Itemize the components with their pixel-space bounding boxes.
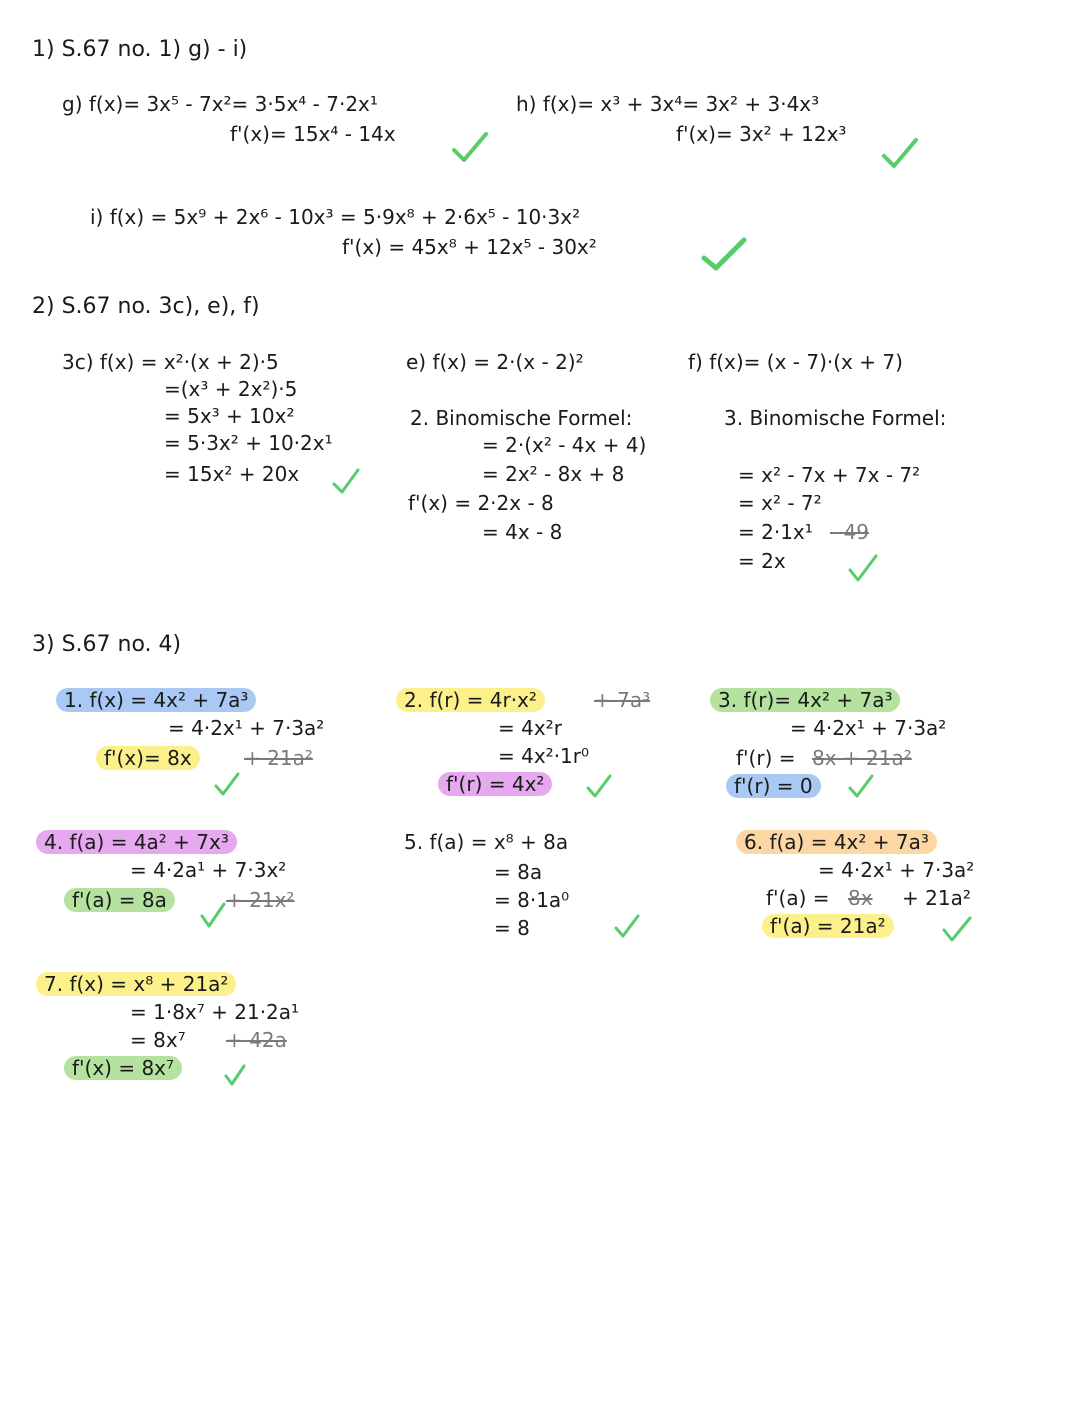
checkmark-icon — [584, 772, 614, 800]
p6-function: 6. f(a) = 4x² + 7a³ — [736, 830, 937, 854]
p1-function: 1. f(x) = 4x² + 7a³ — [56, 688, 256, 712]
f-line-crossed: - 49 — [830, 520, 870, 544]
f-rule: 3. Binomische Formel: — [724, 406, 947, 430]
p4-step: = 4·2a¹ + 7·3x² — [130, 858, 287, 882]
i-line2: f'(x) = 45x⁸ + 12x⁵ - 30x² — [342, 235, 597, 259]
c-line: 3c) f(x) = x²·(x + 2)·5 — [62, 350, 279, 374]
checkmark-icon — [330, 466, 362, 496]
p4-crossed: + 21x² — [226, 888, 295, 912]
c-line: = 5x³ + 10x² — [164, 404, 295, 428]
section3-header: 3) S.67 no. 4) — [32, 632, 182, 657]
p3-derivative: f'(r) = 0 — [726, 774, 821, 798]
p6-derivative: f'(a) = 21a² — [762, 914, 894, 938]
p7-step: = 1·8x⁷ + 21·2a¹ — [130, 1000, 300, 1024]
p5-step: = 8 — [494, 916, 530, 940]
p6-label: f'(a) = — [766, 886, 830, 910]
p2-step: = 4x²·1r⁰ — [498, 744, 590, 768]
p1-crossed: + 21a² — [244, 746, 313, 770]
p5-step: = 8a — [494, 860, 543, 884]
p6-step: = 4·2x¹ + 7·3a² — [818, 858, 975, 882]
p3-crossed: 8x + 21a² — [812, 746, 912, 770]
p3-step: = 4·2x¹ + 7·3a² — [790, 716, 947, 740]
g-line1: g) f(x)= 3x⁵ - 7x²= 3·5x⁴ - 7·2x¹ — [62, 92, 378, 116]
p5-function: 5. f(a) = x⁸ + 8a — [404, 830, 569, 854]
p4-function — [36, 830, 237, 854]
p7-function-text: 7. f(x) = x⁸ + 21a² — [36, 972, 236, 996]
c-line: = 5·3x² + 10·2x¹ — [164, 431, 333, 455]
e-line: = 4x - 8 — [482, 520, 563, 544]
section1-header: 1) S.67 no. 1) g) - i) — [32, 37, 248, 62]
p7-step: = 8x⁷ — [130, 1028, 186, 1052]
e-line: = 2·(x² - 4x + 4) — [482, 433, 647, 457]
p6-term: + 21a² — [902, 886, 971, 910]
p2-function: 2. f(r) = 4r·x² — [396, 688, 545, 712]
p2-crossed: + 7a³ — [594, 688, 651, 712]
checkmark-icon — [198, 900, 228, 930]
checkmark-icon — [880, 136, 920, 170]
h-line2: f'(x)= 3x² + 12x³ — [676, 122, 847, 146]
checkmark-icon — [846, 552, 880, 584]
e-line: f'(x) = 2·2x - 8 — [408, 491, 554, 515]
p1-step: = 4·2x¹ + 7·3a² — [168, 716, 325, 740]
f-line: = x² - 7² — [738, 491, 822, 515]
f-line: = 2·1x¹ — [738, 520, 813, 544]
f-title: f) f(x)= (x - 7)·(x + 7) — [688, 350, 903, 374]
f-line: = x² - 7x + 7x - 7² — [738, 463, 921, 487]
p4-derivative: f'(a) = 8a — [64, 888, 175, 912]
p6-crossed: 8x — [848, 886, 873, 910]
checkmark-icon — [612, 912, 642, 940]
p3-function: 3. f(r)= 4x² + 7a³ — [710, 688, 900, 712]
p4-function-text: 4. f(a) = 4a² + 7x³ — [36, 830, 237, 854]
p5-step: = 8·1a⁰ — [494, 888, 570, 912]
p2-derivative: f'(r) = 4x² — [438, 772, 552, 796]
p7-crossed: + 42a — [226, 1028, 287, 1052]
checkmark-icon — [940, 914, 974, 944]
p2-step: = 4x²r — [498, 716, 562, 740]
checkmark-icon — [700, 236, 748, 272]
f-line: = 2x — [738, 549, 786, 573]
c-line: = 15x² + 20x — [164, 462, 300, 486]
p1-derivative: f'(x)= 8x — [96, 746, 200, 770]
i-line1: i) f(x) = 5x⁹ + 2x⁶ - 10x³ = 5·9x⁸ + 2·6x⁵ - 10·3x² — [90, 205, 581, 229]
e-title: e) f(x) = 2·(x - 2)² — [406, 350, 584, 374]
checkmark-icon — [450, 130, 490, 164]
e-line: = 2x² - 8x + 8 — [482, 462, 625, 486]
g-line2: f'(x)= 15x⁴ - 14x — [230, 122, 396, 146]
checkmark-icon — [846, 772, 876, 800]
p7-function — [36, 972, 236, 996]
checkmark-icon — [212, 770, 242, 798]
p7-derivative: f'(x) = 8x⁷ — [64, 1056, 182, 1080]
checkmark-icon — [222, 1062, 248, 1088]
c-line: =(x³ + 2x²)·5 — [164, 377, 298, 401]
p3-label: f'(r) = — [736, 746, 796, 770]
h-line1: h) f(x)= x³ + 3x⁴= 3x² + 3·4x³ — [516, 92, 820, 116]
section2-header: 2) S.67 no. 3c), e), f) — [32, 294, 260, 319]
e-rule: 2. Binomische Formel: — [410, 406, 633, 430]
